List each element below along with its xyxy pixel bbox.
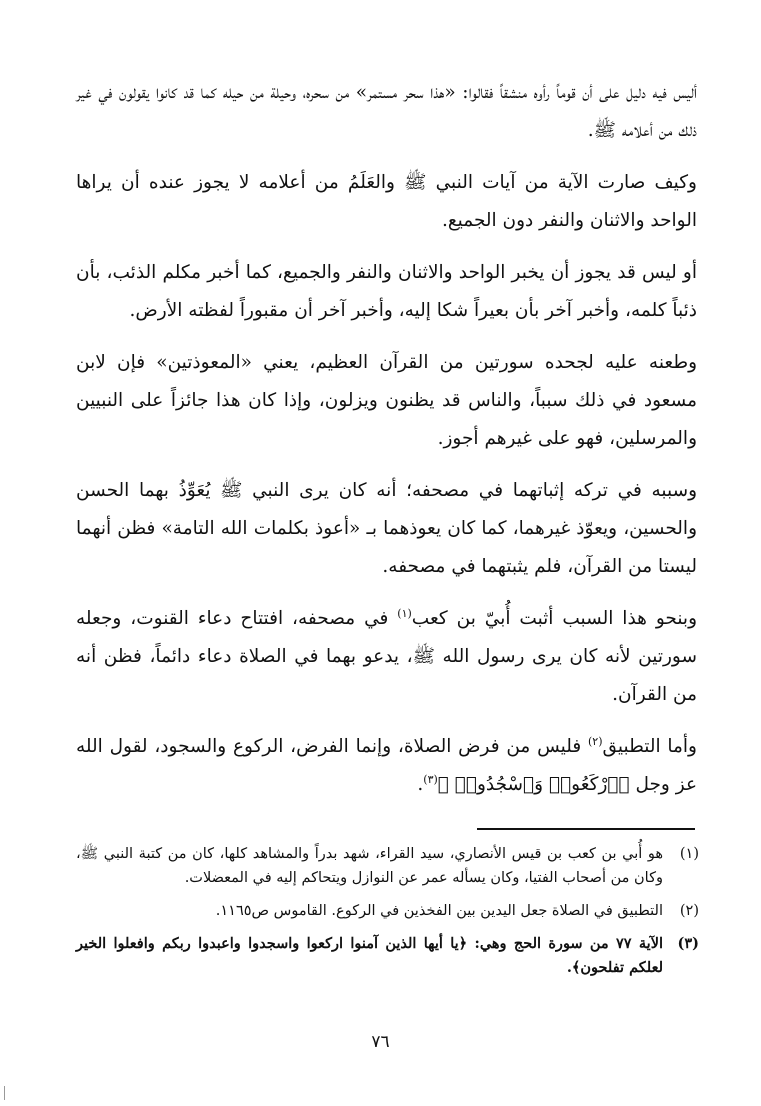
paragraph-7-end: . (417, 774, 424, 795)
footnote-2 (76, 899, 699, 923)
footnote-ref-2[interactable]: (٢) (587, 734, 603, 748)
footnote-number: (١) (679, 846, 699, 862)
paragraph-7-start: وأما التطبيق (602, 736, 697, 757)
footnote-ref-1[interactable]: (١) (397, 606, 412, 620)
footnote-text: هو أُبي بن كعب بن قيس الأنصاري، سيد القراء، شهد بدراً والمشاهد كلها، كان من كتبة النبي ﷺ، وكان من أصحاب الفتيا، وكان يسأله عمر عن النوازل ويتحاكم إليه في المعضلات. (76, 846, 663, 886)
paragraph-4: وطعنه عليه لجحده سورتين من القرآن العظيم، يعني «المعوذتين» فإن لابن مسعود في ذلك سبباً، والناس قد يظنون ويزلون، وإذا كان هذا جائزاً على النبيين والمرسلين، فهو على غيرهم أجوز. (76, 352, 697, 449)
paragraph-2: وكيف صارت الآية من آيات النبي ﷺ والعَلَمُ من أعلامه لا يجوز عنده أن يراها الواحد والاثنان والنفر دون الجميع. (76, 172, 697, 231)
scan-edge-mark (4, 1086, 13, 1100)
footnote-3 (76, 932, 699, 980)
paragraph-7-middle: فليس من فرض الصلاة، وإنما الفرض، الركوع والسجود، لقول الله عز وجل ﴿ٱرْكَعُوا۟ وَٱسْجُدُوا۟ ﴾ (76, 736, 697, 795)
paragraph-5: وسببه في تركه إثباتهما في مصحفه؛ أنه كان يرى النبي ﷺ يُعَوِّذُ بهما الحسن والحسين، ويعوّذ غيرهما، كما كان يعوذهما بـ «أعوذ بكلمات الله التامة» فظن أنهما ليستا من القرآن، فلم يثبتهما في مصحفه. (76, 480, 697, 577)
paragraph-6-start: وبنحو هذا السبب أثبت أُبيّ بن كعب (411, 608, 697, 629)
footnote-divider (477, 828, 695, 830)
page-number: ٧٦ (371, 1032, 390, 1052)
footnote-ref-3[interactable]: (٣) (423, 772, 438, 786)
paragraph-6-end: في مصحفه، افتتاح دعاء القنوت، وجعله سورتين لأنه كان يرى رسول الله ﷺ، يدعو بهما في الصلاة دعاء دائماً، فظن أنه من القرآن. (76, 608, 697, 705)
footnotes (76, 842, 699, 989)
paragraph-6 (76, 600, 697, 714)
footnote-1 (76, 842, 699, 890)
paragraph-3: أو ليس قد يجوز أن يخبر الواحد والاثنان والنفر والجميع، كما أخبر مكلم الذئب، بأن ذئباً كلمه، وأخبر آخر بأن بعيراً شكا إليه، وأخبر آخر أن مقبوراً لفظته الأرض. (76, 262, 697, 321)
footnote-text: التطبيق في الصلاة جعل اليدين بين الفخذين في الركوع. القاموس ص١١٦٥. (215, 903, 663, 919)
main-text (76, 74, 697, 818)
paragraph-7 (76, 728, 697, 804)
footnote-number: (٢) (679, 903, 699, 919)
paragraph-1: أليس فيه دليل على أن قوماً رأوه منشقاً فقالوا: «هذا سحر مستمر» من سحره، وحيلة من حيله كما قد كانوا يقولون في غير ذلك من أعلامه ﷺ. (76, 82, 697, 141)
footnote-text: الآية ٧٧ من سورة الحج وهي: ﴿يا أيها الذين آمنوا اركعوا واسجدوا واعبدوا ربكم وافعلوا الخير لعلكم تفلحون﴾. (76, 935, 663, 976)
footnote-number: (٣) (677, 935, 699, 952)
